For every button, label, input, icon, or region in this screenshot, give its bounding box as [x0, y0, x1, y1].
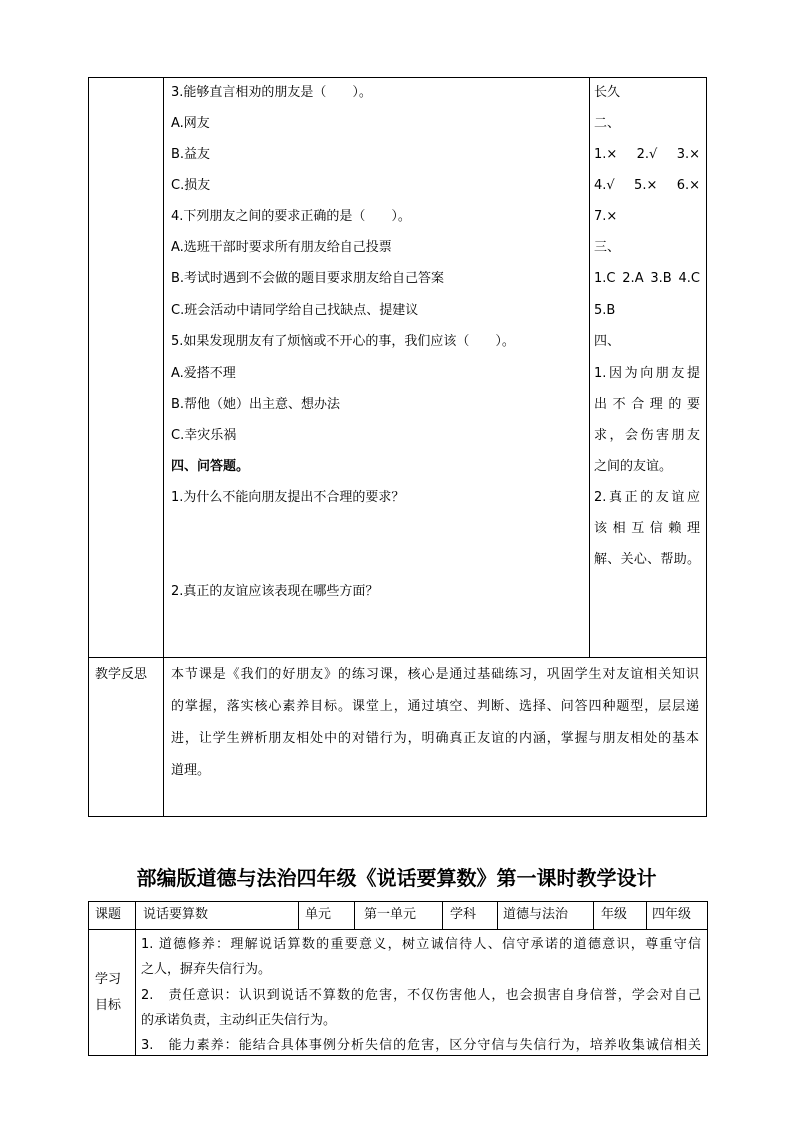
table-col-divider — [354, 901, 355, 929]
table-border-right — [707, 901, 708, 1056]
goals-label-line-1: 学习 — [95, 972, 122, 987]
unit-value: 第一单元 — [364, 907, 417, 922]
option-3c: C.损友 — [171, 178, 211, 193]
table-divider-right — [589, 77, 590, 657]
answer-line: 2.真正的友谊应 — [594, 490, 700, 505]
table-border-left — [88, 901, 89, 1056]
table-col-divider — [497, 901, 498, 929]
grade-label: 年级 — [601, 907, 628, 922]
option-5b: B.帮他（她）出主意、想办法 — [171, 397, 341, 412]
answer-line: 1.× 2.√ 3.× — [594, 147, 700, 162]
answer-line: 四、 — [594, 334, 621, 349]
table-border-top — [88, 901, 708, 902]
answer-line: 出不合理的要 — [594, 397, 700, 412]
table-col-divider — [135, 901, 136, 1056]
reflection-line: 道理。 — [171, 763, 211, 778]
answer-line: 长久 — [594, 85, 621, 100]
topic-label: 课题 — [95, 907, 122, 922]
table-divider-left — [163, 77, 164, 817]
answer-line: 4.√ 5.× 6.× — [594, 178, 700, 193]
answer-line: 三、 — [594, 240, 621, 255]
answer-line: 7.× — [594, 209, 618, 224]
option-3b: B.益友 — [171, 147, 211, 162]
qa-question-2: 2.真正的友谊应该表现在哪些方面？ — [171, 584, 379, 599]
subject-label: 学科 — [450, 907, 477, 922]
reflection-line: 本节课是《我们的好朋友》的练习课，核心是通过基础练习，巩固学生对友谊相关知识 — [171, 667, 699, 682]
answer-line: 该相互信赖理 — [594, 521, 700, 536]
goal-line: 1. 道德修养：理解说话算数的重要意义，树立诚信待人、信守承诺的道德意识，尊重守信 — [141, 937, 701, 952]
reflection-line: 的掌握，落实核心素养目标。课堂上，通过填空、判断、选择、问答四种题型，层层递 — [171, 699, 699, 714]
question-5: 5.如果发现朋友有了烦恼或不开心的事，我们应该（ ）。 — [171, 334, 515, 349]
option-3a: A.网友 — [171, 116, 210, 131]
question-3: 3.能够直言相劝的朋友是（ ）。 — [171, 85, 372, 100]
question-4: 4.下列朋友之间的要求正确的是（ ）。 — [171, 209, 411, 224]
table-col-divider — [442, 901, 443, 929]
table-border-bottom — [88, 1055, 708, 1056]
answer-line: 5.B — [594, 303, 616, 318]
answer-line: 之间的友谊。 — [594, 459, 673, 474]
subject-value: 道德与法治 — [503, 907, 569, 922]
answer-line: 1.因为向朋友提 — [594, 366, 700, 381]
answer-line: 求，会伤害朋友 — [594, 428, 700, 443]
goal-line: 的承诺负责，主动纠正失信行为。 — [141, 1013, 337, 1028]
unit-label: 单元 — [305, 907, 332, 922]
answer-line: 二、 — [594, 116, 621, 131]
table-col-divider — [593, 901, 594, 929]
table-row-divider — [88, 657, 707, 658]
goal-line: 2. 责任意识：认识到说话不算数的危害，不仅伤害他人，也会损害自身信誉，学会对自己 — [141, 988, 701, 1003]
answer-line: 1.C 2.A 3.B 4.C — [594, 271, 700, 286]
grade-value: 四年级 — [652, 907, 692, 922]
table-col-divider — [646, 901, 647, 929]
goal-line: 之人，摒弃失信行为。 — [141, 962, 272, 977]
option-4b: B.考试时遇到不会做的题目要求朋友给自己答案 — [171, 271, 445, 286]
section-heading-qa: 四、问答题。 — [171, 459, 250, 474]
answer-line: 解、关心、帮助。 — [594, 552, 700, 567]
option-4c: C.班会活动中请同学给自己找缺点、提建议 — [171, 303, 419, 318]
reflection-line: 进，让学生辨析朋友相处中的对错行为，明确真正友谊的内涵，掌握与朋友相处的基本 — [171, 731, 699, 746]
qa-question-1: 1.为什么不能向朋友提出不合理的要求？ — [171, 490, 405, 505]
option-4a: A.选班干部时要求所有朋友给自己投票 — [171, 240, 392, 255]
table-col-divider — [298, 901, 299, 929]
option-5c: C.幸灾乐祸 — [171, 428, 237, 443]
document-title: 部编版道德与法治四年级《说话要算数》第一课时教学设计 — [136, 866, 657, 890]
reflection-label: 教学反思 — [95, 667, 148, 682]
option-5a: A.爱搭不理 — [171, 366, 236, 381]
goals-label-line-2: 目标 — [95, 998, 122, 1013]
goal-line: 3. 能力素养：能结合具体事例分析失信的危害，区分守信与失信行为，培养收集诚信相关 — [141, 1038, 701, 1053]
table-row-divider — [88, 929, 708, 930]
topic-value: 说话要算数 — [143, 907, 209, 922]
